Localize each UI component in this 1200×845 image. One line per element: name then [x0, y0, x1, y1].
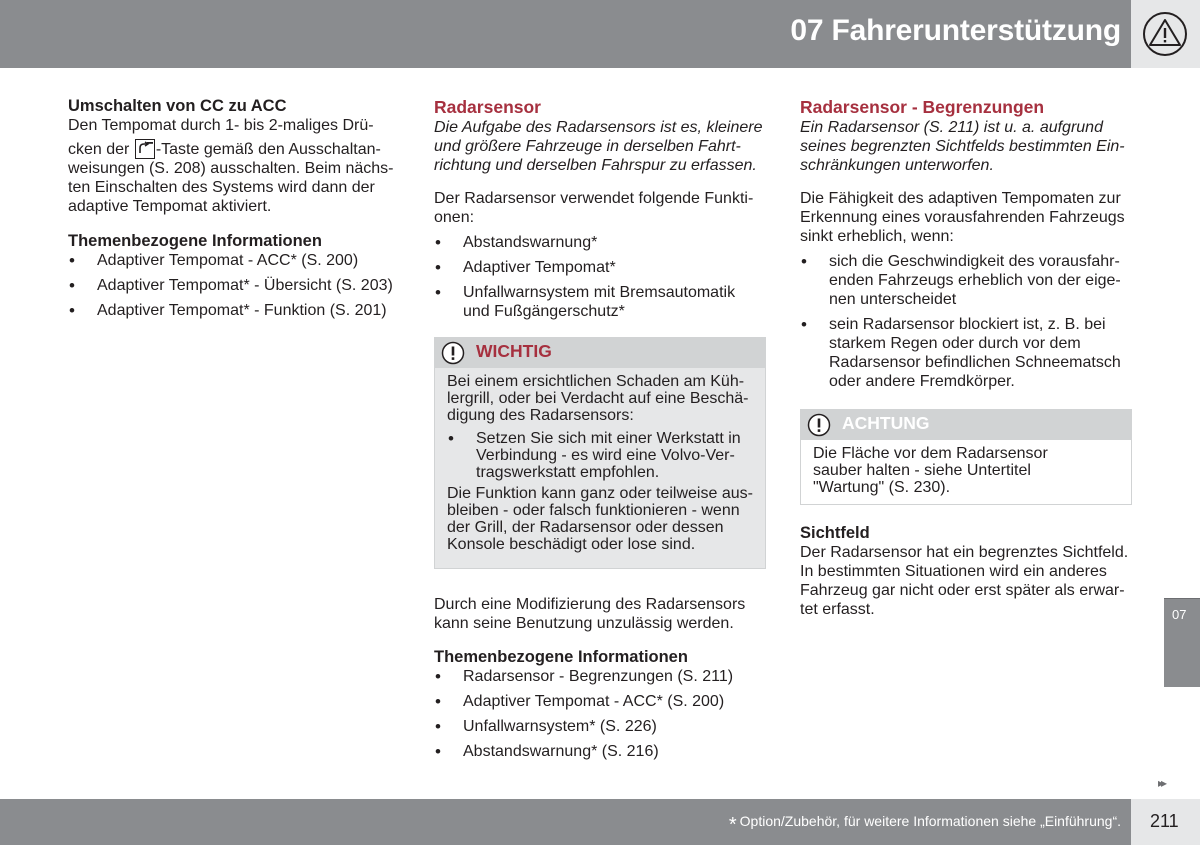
chapter-tab-number: 07: [1172, 607, 1187, 622]
warning-triangle-icon: [1142, 11, 1188, 57]
section-heading-sichtfeld: Sichtfeld: [800, 524, 870, 542]
body-text: [68, 139, 403, 159]
function-list: [434, 233, 766, 321]
column-middle: [434, 96, 766, 761]
related-info-heading: Themenbezogene Informationen: [68, 232, 322, 250]
page-number: 211: [1150, 811, 1179, 831]
notice-label: ACHTUNG: [842, 413, 930, 433]
header-icon-box: [1131, 0, 1200, 68]
condition-list: [800, 252, 1132, 391]
list-item: • Adaptiver Tempomat* - Funktion (S. 201): [68, 301, 403, 320]
body-line: Den Tempomat durch 1- bis 2-maliges Drü-: [68, 117, 374, 134]
footer-note-text: Option/Zubehör, für weitere Informationen siehe „Einführung“.: [739, 813, 1121, 829]
list-item: • Adaptiver Tempomat*: [434, 258, 766, 277]
list-item: • Adaptiver Tempomat - ACC* (S. 200): [68, 251, 403, 270]
exclamation-icon: [807, 413, 831, 437]
asterisk-symbol: *: [728, 814, 737, 836]
list-item: • Unfallwarnsystem* (S. 226): [434, 717, 766, 736]
page-footer: [0, 799, 1131, 845]
caution-notice: [800, 409, 1132, 505]
notice-label: WICHTIG: [476, 341, 552, 361]
list-item: • Adaptiver Tempomat* - Übersicht (S. 203): [68, 276, 403, 295]
notice-list: [447, 430, 753, 481]
lead-text: Ein Radarsensor (S. 211) ist u. a. aufgrund seines begrenzten Sichtfelds bestimmten Ein-schränkungen unterworfen.: [800, 119, 1125, 174]
related-info-heading: Themenbezogene Informationen: [434, 648, 688, 666]
column-right: [800, 96, 1132, 619]
body-text: Der Radarsensor verwendet folgende Funkti-onen:: [434, 190, 754, 226]
body-text: weisungen (S. 208) ausschalten. Beim nächs-ten Einschalten des Systems wird dann der adaptive Tempomat aktiviert.: [68, 160, 394, 215]
body-text: Durch eine Modifizierung des Radarsensors kann seine Benutzung unzulässig werden.: [434, 596, 746, 632]
list-item: • sich die Geschwindigkeit des vorausfahr-enden Fahrzeugs erheblich von der eige-nen unterscheidet: [800, 252, 1132, 309]
section-heading-limitations: Radarsensor - Begrenzungen: [800, 97, 1045, 117]
body-text: Der Radarsensor hat ein begrenztes Sichtfeld. In bestimmten Situationen wird ein anderes Fahrzeug gar nicht oder erst später als erwar-tet erfasst.: [800, 544, 1129, 618]
body-text: [68, 116, 403, 135]
section-heading-cc-acc: Umschalten von CC zu ACC: [68, 97, 287, 115]
chapter-title: 07 Fahrerunterstützung: [790, 14, 1121, 47]
body-line: cken der: [68, 141, 134, 158]
related-info-list: [434, 667, 766, 761]
exclamation-icon: [441, 341, 465, 365]
notice-header: [801, 410, 1131, 440]
notice-text: Die Funktion kann ganz oder teilweise aus-bleiben - oder falsch funktionieren - wenn der Grill, der Radarsensor oder dessen Konsole beschädigt oder lose sind.: [447, 485, 753, 553]
notice-header: [435, 338, 765, 368]
page-number-box: [1131, 799, 1200, 845]
list-item: • Abstandswarnung*: [434, 233, 766, 252]
cruise-control-button-icon: [135, 139, 155, 159]
body-text: Die Fähigkeit des adaptiven Tempomaten zur Erkennung eines vorausfahrenden Fahrzeugs sinkt erheblich, wenn:: [800, 190, 1125, 245]
related-info-list: [68, 251, 403, 320]
list-item: • Setzen Sie sich mit einer Werkstatt in Verbindung - es wird eine Volvo-Ver-tragswerkstatt empfohlen.: [447, 430, 753, 481]
chapter-header: [0, 0, 1131, 68]
list-item: • Unfallwarnsystem mit Bremsautomatik und Fußgängerschutz*: [434, 283, 766, 321]
column-left: [68, 96, 403, 320]
notice-text: Bei einem ersichtlichen Schaden am Küh-lergrill, oder bei Verdacht auf eine Beschä-digung des Radarsensors:: [447, 373, 749, 424]
lead-text: Die Aufgabe des Radarsensors ist es, kleinere und größere Fahrzeuge in derselben Fahrt-richtung und derselben Fahrspur zu erfassen.: [434, 119, 763, 174]
footer-note: [729, 813, 1121, 837]
notice-body: [435, 368, 765, 563]
body-line: -Taste gemäß den Ausschaltan-: [155, 141, 381, 158]
list-item: • Abstandswarnung* (S. 216): [434, 742, 766, 761]
section-heading-radarsensor: Radarsensor: [434, 97, 541, 117]
list-item: • Radarsensor - Begrenzungen (S. 211): [434, 667, 766, 686]
notice-text: Die Fläche vor dem Radarsensor sauber halten - siehe Untertitel "Wartung" (S. 230).: [813, 445, 1048, 496]
important-notice: [434, 337, 766, 569]
list-item: • Adaptiver Tempomat - ACC* (S. 200): [434, 692, 766, 711]
notice-body: [801, 440, 1131, 506]
list-item: • sein Radarsensor blockiert ist, z. B. bei starkem Regen oder durch vor dem Radarsensor befindlichen Schneematsch oder andere Fremdkörper.: [800, 315, 1132, 391]
next-page-arrows-icon: ▸▸: [1158, 776, 1165, 790]
chapter-side-tab: [1164, 598, 1200, 687]
